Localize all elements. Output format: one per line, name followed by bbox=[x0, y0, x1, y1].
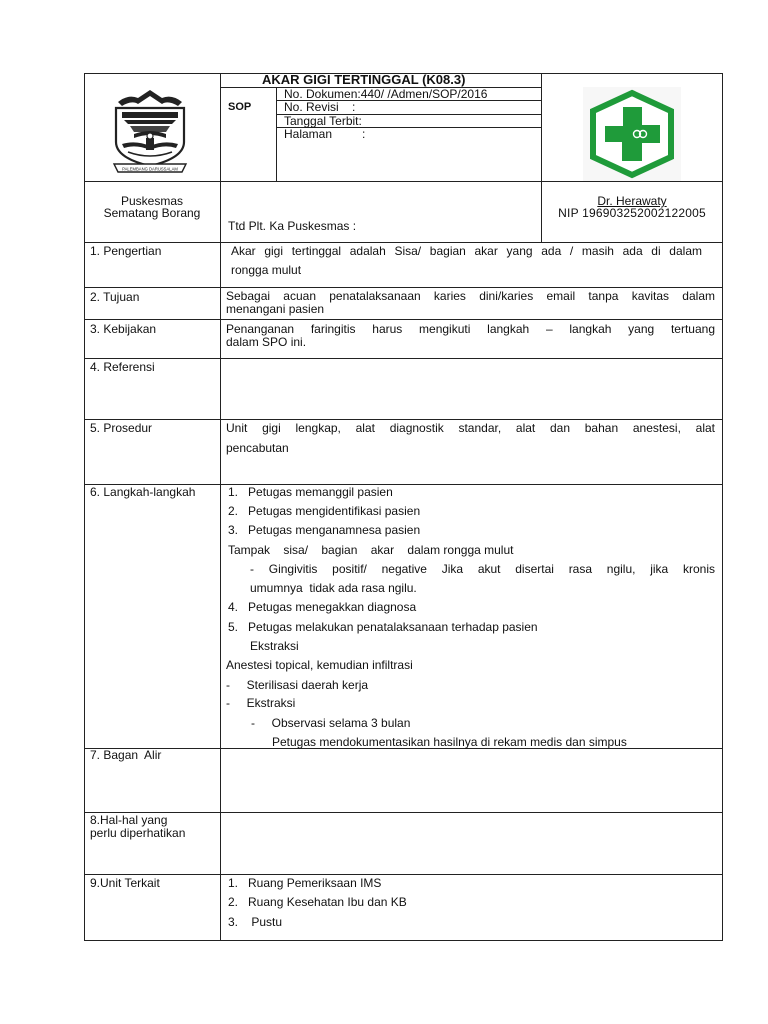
header-col-left-divider bbox=[220, 73, 221, 182]
header-sop-divider bbox=[276, 87, 277, 182]
langkah-item-2: 2. Petugas mengidentifikasi pasien bbox=[228, 504, 421, 518]
table-border-bottom bbox=[84, 940, 723, 941]
hal-label-line1: 8.Hal-hal yang bbox=[90, 813, 168, 827]
pengertian-label: 1. Pengertian bbox=[90, 244, 162, 258]
prosedur-label: 5. Prosedur bbox=[90, 421, 153, 435]
unit-label: 9.Unit Terkait bbox=[90, 876, 160, 890]
langkah-item-12: - Ekstraksi bbox=[226, 696, 296, 710]
langkah-item-1: 1. Petugas memanggil pasien bbox=[228, 485, 393, 499]
unit-item-1: 1. Ruang Pemeriksaan IMS bbox=[228, 876, 382, 890]
langkah-item-14: Petugas mendokumentasikan hasilnya di rekam medis dan simpus bbox=[272, 735, 627, 749]
prosedur-text-line2: pencabutan bbox=[226, 441, 289, 455]
emblem-ribbon-text: PALEMBANG DARUSSALAM bbox=[122, 166, 178, 172]
tanggal-terbit-field: Tanggal Terbit: bbox=[284, 114, 362, 128]
halaman-field: Halaman : bbox=[284, 127, 366, 141]
no-dokumen-field: No. Dokumen:440/ /Admen/SOP/2016 bbox=[284, 87, 488, 101]
langkah-item-11: - Sterilisasi daerah kerja bbox=[226, 678, 369, 692]
ttd-label: Ttd Plt. Ka Puskesmas : bbox=[228, 219, 357, 233]
langkah-item-4: Tampak sisa/ bagian akar dalam rongga mulut bbox=[228, 543, 514, 557]
referensi-label: 4. Referensi bbox=[90, 360, 155, 374]
signature-bottom-line bbox=[84, 242, 723, 243]
row-sep-4 bbox=[84, 419, 723, 420]
palembang-city-emblem-icon bbox=[108, 84, 192, 176]
kebijakan-text-line2: dalam SPO ini. bbox=[226, 335, 307, 349]
langkah-item-6: umumnya tidak ada rasa ngilu. bbox=[250, 581, 417, 595]
row-sep-3 bbox=[84, 358, 723, 359]
sop-label: SOP bbox=[228, 101, 252, 113]
puskesmas-green-cross-icon bbox=[583, 87, 681, 181]
langkah-item-13: - Observasi selama 3 bulan bbox=[251, 716, 411, 730]
body-label-divider bbox=[220, 242, 221, 941]
signatory-name: Dr. Herawaty bbox=[597, 194, 667, 208]
langkah-item-3: 3. Petugas menganamnesa pasien bbox=[228, 523, 421, 537]
unit-item-2: 2. Ruang Kesehatan Ibu dan KB bbox=[228, 895, 407, 909]
langkah-item-7: 4. Petugas menegakkan diagnosa bbox=[228, 600, 417, 614]
row-sep-7 bbox=[84, 812, 723, 813]
bagan-label: 7. Bagan Alir bbox=[90, 748, 162, 762]
tujuan-text-line2: menangani pasien bbox=[226, 302, 325, 316]
langkah-item-10: Anestesi topical, kemudian infiltrasi bbox=[226, 658, 413, 672]
org-name-line1: Puskesmas bbox=[120, 194, 184, 208]
hal-label-line2: perlu diperhatikan bbox=[90, 826, 186, 840]
header-bottom-line bbox=[84, 181, 723, 182]
langkah-label: 6. Langkah-langkah bbox=[90, 485, 196, 499]
document-title: AKAR GIGI TERTINGGAL (K08.3) bbox=[262, 72, 466, 87]
langkah-item-5: - Gingivitis positif/ negative Jika akut disertai rasa ngilu, jika kronis bbox=[250, 562, 715, 576]
prosedur-text-line1: Unit gigi lengkap, alat diagnostik standar, alat dan bahan anestesi, alat bbox=[226, 421, 715, 435]
langkah-item-8: 5. Petugas melakukan penatalaksanaan terhadap pasien bbox=[228, 620, 538, 634]
kebijakan-text-line1: Penanganan faringitis harus mengikuti langkah – langkah yang tertuang bbox=[226, 322, 715, 336]
org-name-line2: Sematang Borang bbox=[103, 206, 201, 220]
row-sep-8 bbox=[84, 874, 723, 875]
tujuan-text-line1: Sebagai acuan penatalaksanaan karies dini/karies email tanpa kavitas dalam bbox=[226, 289, 715, 303]
row-sep-2 bbox=[84, 319, 723, 320]
no-revisi-field: No. Revisi : bbox=[284, 100, 356, 114]
langkah-item-9: Ekstraksi bbox=[250, 639, 299, 653]
tujuan-label: 2. Tujuan bbox=[90, 290, 140, 304]
signatory-nip: NIP 196903252002122005 bbox=[558, 206, 706, 220]
pengertian-text-line2: rongga mulut bbox=[231, 263, 302, 277]
signature-col-left-divider bbox=[220, 181, 221, 243]
kebijakan-label: 3. Kebijakan bbox=[90, 322, 157, 336]
row-sep-1 bbox=[84, 287, 723, 288]
unit-item-3: 3. Pustu bbox=[228, 915, 283, 929]
pengertian-text-line1: Akar gigi tertinggal adalah Sisa/ bagian akar yang ada / masih ada di dalam bbox=[231, 244, 702, 258]
